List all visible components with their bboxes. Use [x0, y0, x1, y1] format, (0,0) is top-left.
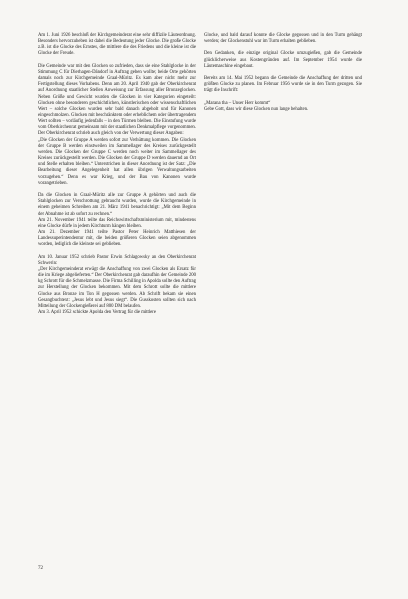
- paragraph: Am 3. April 1952 schickte Apolda den Vertrag für die mittlere: [38, 309, 156, 315]
- paragraph: Den Gedanken, die einzige original Glocke umzugießen, gab die Gemeinde glücklicherweise aus Kostengründen auf. Im September 1954 wurde die Läutemaschine eingebaut.: [204, 51, 362, 69]
- paragraph: Am 1. Juni 1926 beschloß der Kirchgemeinderat eine sehr diffizile Läuteordnung. Besonders hervorzuheben ist dabei die Bedeutung jeder Glocke. Die große Glocke z.B. ist die Glocke des Ernstes, die mittlere die des Friedens und die kleine ist die Glocke der Freude.: [38, 33, 196, 57]
- left-text-column: [38, 33, 196, 316]
- paragraph: Bereits am 14. Mai 1952 begann die Gemeinde die Anschaffung der dritten und größten Glocke zu planen. Im Februar 1956 wurde sie in den Turm gezogen. Sie trägt die Inschrift:: [204, 76, 362, 94]
- page-number: 72: [38, 566, 43, 571]
- paragraph: Glocke, und bald darauf konnte die Glocke gegossen und in den Turm gehängt werden; der Glockenstuhl war im Turm erhalten geblieben.: [204, 33, 362, 45]
- quoted-paragraph: „Der Kirchgemeinderat erwägt die Anschaffung von zwei Glocken als Ersatz für die im Kriege abgelieferten.“ Der Oberkirchenrat gab daraufhin der Gemeinde 200 kg Schrott für die Schmelzmasse. Die Firma Schilling in Apolda sollte den Auftrag zur Herstellung der Glocken bekommen. Mit dem Schrott sollte die mittlere Glocke aus Bronze im Ton H gegossen werden. Ab Schrift bekam sie einen Gesangbuchtext: „Jesus lebt und Jesus siegt“. Die Gusskosten sollten sich nach Mitteilung der Glockengießerei auf 800 DM belaufen.: [38, 266, 196, 309]
- paragraph: Am 10. Januar 1952 schrieb Pastor Erwin Schlagowsky an den Oberkirchenrat Schwerin:: [38, 254, 196, 266]
- paragraph: Die Gemeinde war mit den Glocken so zufrieden, dass sie eine Stahlglocke in der Stimmung C für Dierhagen-Dändorf in Auftrag geben wollte; beide Orte gehörten damals noch zur Kirchgemeinde Graal-Müritz. Es kam aber nicht mehr zur Fertigstellung dieses Vorhabens. Denn am 20. April 1940 gab der Oberkirchenrat auf Anordnung staatlicher Stellen Anweisung zur Erfassung aller Bronzeglocken. Neben Größe und Gewicht wurden die Glocken in vier Kategorien eingeteilt: Glocken ohne besonderen geschichtlichen, künstlerischen oder wissenschaftlichen Wert – solche Glocken wurden sehr bald danach abgeholt und für Kanonen eingeschmolzen. Glocken mit beschränktem oder erheblichem oder übertragendem Wert sollten – vorläufig jedenfalls – in den Türmen bleiben. Die Einstufung wurde vom Oberkirchenrat gemeinsam mit der staatlichen Denkmalpflege vorgenommen. Der Oberkirchenrat schrieb auch gleich von der Verwertung dieser Angaben:: [38, 63, 196, 137]
- inscription-quote: „Marana tha – Unser Herr kommt“: [204, 100, 271, 106]
- paragraph: Am 21. November 1941 teilte das Reichswirtschaftsministerium mit, mindestens eine Glocke dürfe in jedem Kirchturm hängen bleiben.: [38, 217, 196, 229]
- quoted-paragraph: „Die Glocken der Gruppe A werden sofort zur Verhüttung kommen. Die Glocken der Gruppe B werden einstweilen im Sammellager des Kreises zurückgestellt werden. Die Glocken der Gruppe C werden noch weiter im Sammellager des Kreises zurückgestellt werden. Die Glocken der Gruppe D werden dauernd an Ort und Stelle erhalten bleiben.“ Unterstrichen in dieser Anordnung ist der Satz: „Die Bearbeitung dieser Angelegenheit hat allen übrigen Verwaltungsarbeiten vorzugehen.“ Denn es war Krieg, und der Bau von Kanonen wurde vorangetrieben.: [38, 137, 196, 186]
- right-text-column: [204, 33, 362, 119]
- closing-line: Gebe Gott, dass wir diese Glocken nun lange behalten.: [204, 106, 309, 112]
- paragraph: Da die Glocken in Graal-Müritz alle zur Gruppe A gehörten und auch die Stahlglocken zur Verschrottung gebraucht wurden, wurde die Kirchgemeinde in einem geheimen Schreiben am 21. März 1941 benachrichtigt: „Mit dem Beginn der Abnahme ist ab sofort zu rechnen.“: [38, 193, 196, 217]
- paragraph: Am 21. Dezember 1941 teilte Pastor Peter Heinrich Matthiesen der Landessuperintendentur mit, die beiden größeren Glocken seien abgenommen worden, lediglich die kleinste sei geblieben.: [38, 229, 196, 248]
